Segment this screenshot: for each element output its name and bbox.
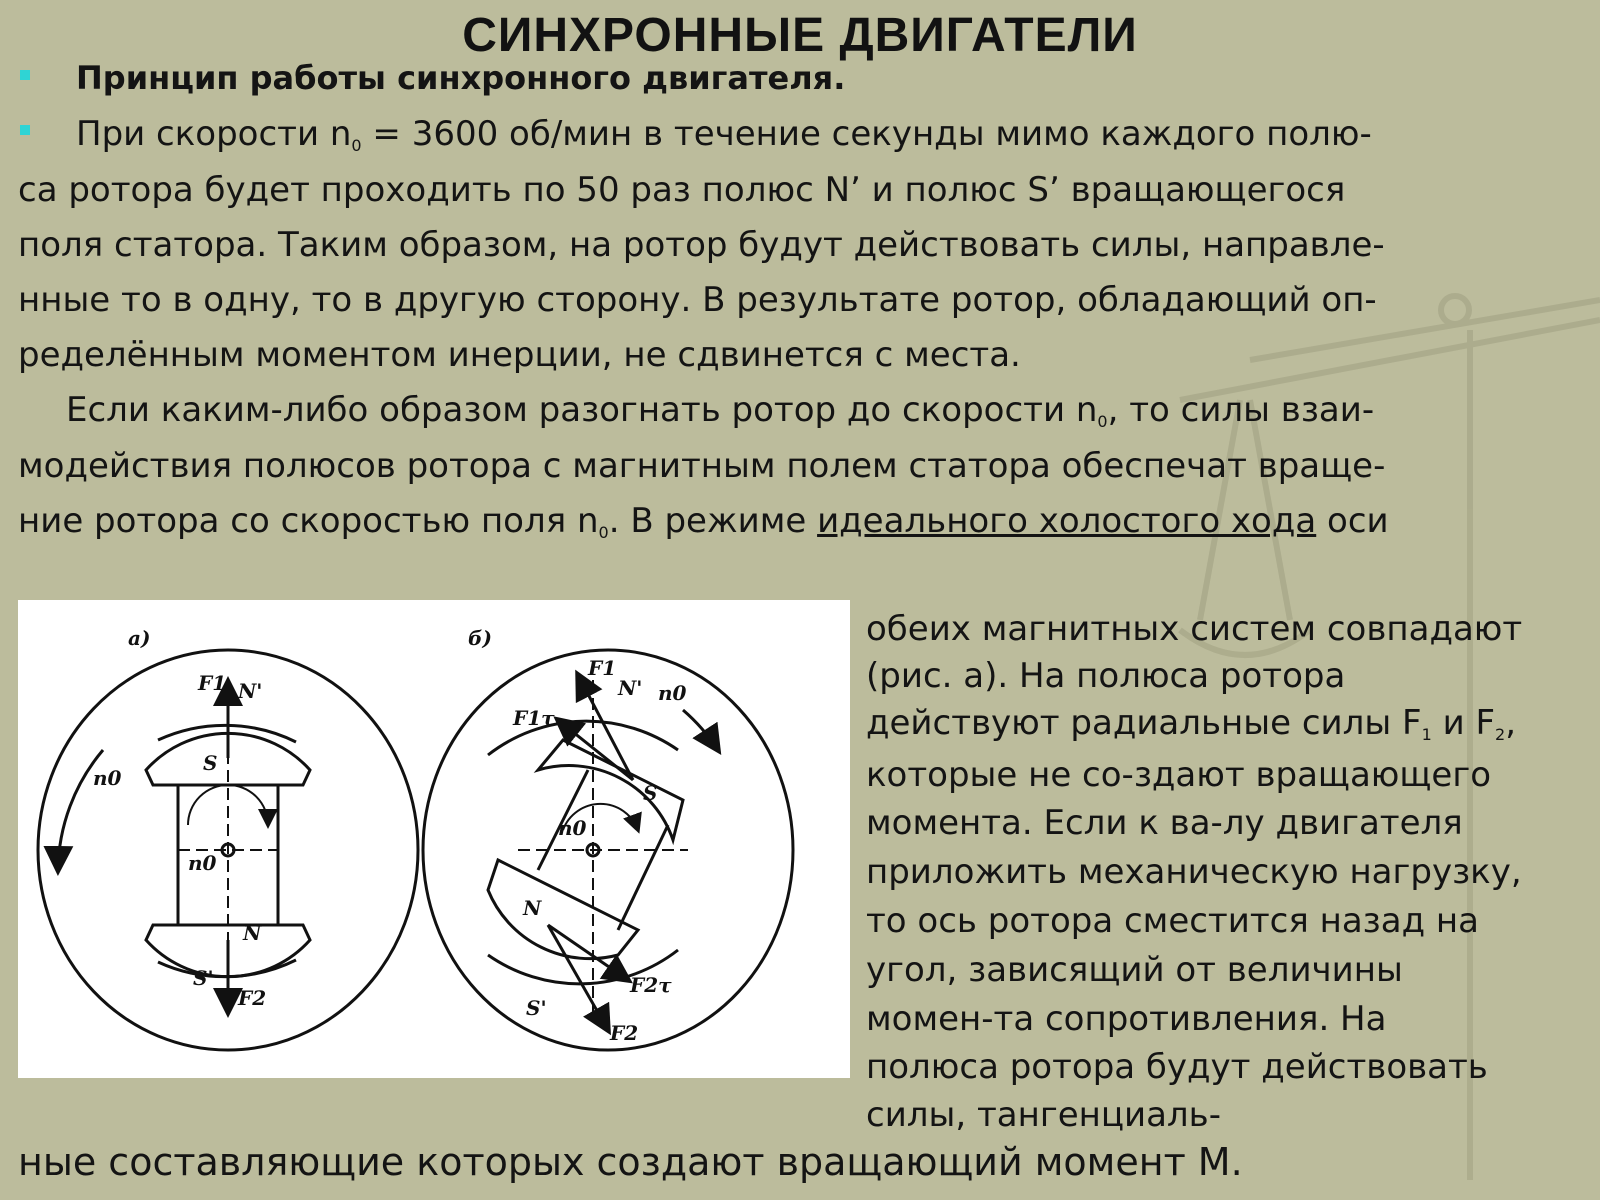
page-title: СИНХРОННЫЕ ДВИГАТЕЛИ bbox=[462, 9, 1138, 62]
diagram-a-labels bbox=[93, 626, 266, 1010]
label-n0-a: n0 bbox=[93, 766, 122, 790]
closing-line: ные составляющие которых создают вращающий момент М. bbox=[18, 1140, 1243, 1184]
right-line7: то ось ротора сместится назад на bbox=[866, 901, 1479, 941]
paragraph1-line2: са ротора будет проходить по 50 раз полюс N’ и полюс S’ вращающегося bbox=[18, 170, 1346, 210]
label-n0-b: n0 bbox=[658, 681, 687, 705]
label-f1t-b: F1τ bbox=[513, 706, 555, 730]
label-f2-b: F2 bbox=[610, 1021, 639, 1045]
force-f1t-arrow-b bbox=[558, 720, 633, 780]
bullet-icon bbox=[20, 70, 30, 80]
label-f1-b: F1 bbox=[588, 656, 617, 680]
label-a: а) bbox=[128, 626, 151, 650]
diagram-a bbox=[38, 650, 418, 1050]
force-f2-arrow-b bbox=[548, 925, 608, 1030]
paragraph1-line3: поля статора. Таким образом, на ротор будут действовать силы, направле- bbox=[18, 225, 1385, 265]
label-n0-rotor-a: n0 bbox=[188, 851, 217, 875]
right-line9: момен-та сопротивления. На bbox=[866, 999, 1387, 1039]
label-n-prime-b: N' bbox=[618, 676, 643, 700]
label-n-a: N bbox=[243, 921, 262, 945]
paragraph2-line3: ние ротора со скоростью поля $n_0$. В режиме идеального холостого хода оси bbox=[18, 501, 1389, 542]
section-heading: Принцип работы синхронного двигателя. bbox=[76, 59, 846, 97]
underlined-term: идеального холостого хода bbox=[817, 501, 1317, 541]
right-line1: обеих магнитных систем совпадают bbox=[866, 609, 1523, 649]
rotor-pole-bottom-b bbox=[488, 860, 638, 959]
paragraph1-line4: нные то в одну, то в другую сторону. В результате ротор, обладающий оп- bbox=[18, 280, 1377, 320]
label-f1-a: F1 bbox=[198, 671, 227, 695]
label-s-prime-b: S' bbox=[526, 996, 547, 1020]
label-f2t-b: F2τ bbox=[630, 973, 672, 997]
right-line3: действуют радиальные силы $F_1$ и $F_2$, bbox=[866, 703, 1517, 744]
label-n-prime-a: N' bbox=[238, 679, 263, 703]
label-f2-a: F2 bbox=[238, 986, 267, 1010]
paragraph2-line1: Если каким-либо образом разогнать ротор до скорости $n_0$, то силы взаи- bbox=[66, 390, 1375, 431]
label-n0-rotor-b: n0 bbox=[558, 816, 587, 840]
right-line6: приложить механическую нагрузку, bbox=[866, 852, 1522, 892]
label-b: б) bbox=[468, 626, 492, 650]
right-line4: которые не со-здают вращающего bbox=[866, 755, 1492, 795]
right-line2: (рис. а). На полюса ротора bbox=[866, 656, 1346, 696]
label-s-prime-a: S' bbox=[193, 966, 214, 990]
label-n-b: N bbox=[523, 896, 542, 920]
paragraph1-line1: При скорости $n_0 = 3600$ об/мин в течение секунды мимо каждого полю- bbox=[76, 114, 1372, 155]
motor-diagram-figure bbox=[18, 600, 850, 1078]
paragraph2-line2: модействия полюсов ротора с магнитным полем статора обеспечат враще- bbox=[18, 446, 1386, 486]
bullet-icon bbox=[20, 125, 30, 135]
right-line10: полюса ротора будут действовать bbox=[866, 1047, 1488, 1087]
rotation-arrow-b bbox=[683, 710, 718, 750]
diagram-b bbox=[423, 650, 793, 1050]
label-s-a: S bbox=[203, 751, 218, 775]
label-s-b: S bbox=[643, 781, 658, 805]
right-line11: силы, тангенциаль- bbox=[866, 1095, 1221, 1135]
paragraph1-line5: ределённым моментом инерции, не сдвинется с места. bbox=[18, 335, 1021, 375]
force-f2t-arrow-b bbox=[548, 925, 628, 980]
right-line8: угол, зависящий от величины bbox=[866, 950, 1403, 990]
motor-diagram bbox=[18, 600, 850, 1078]
right-line5: момента. Если к ва-лу двигателя bbox=[866, 803, 1463, 843]
